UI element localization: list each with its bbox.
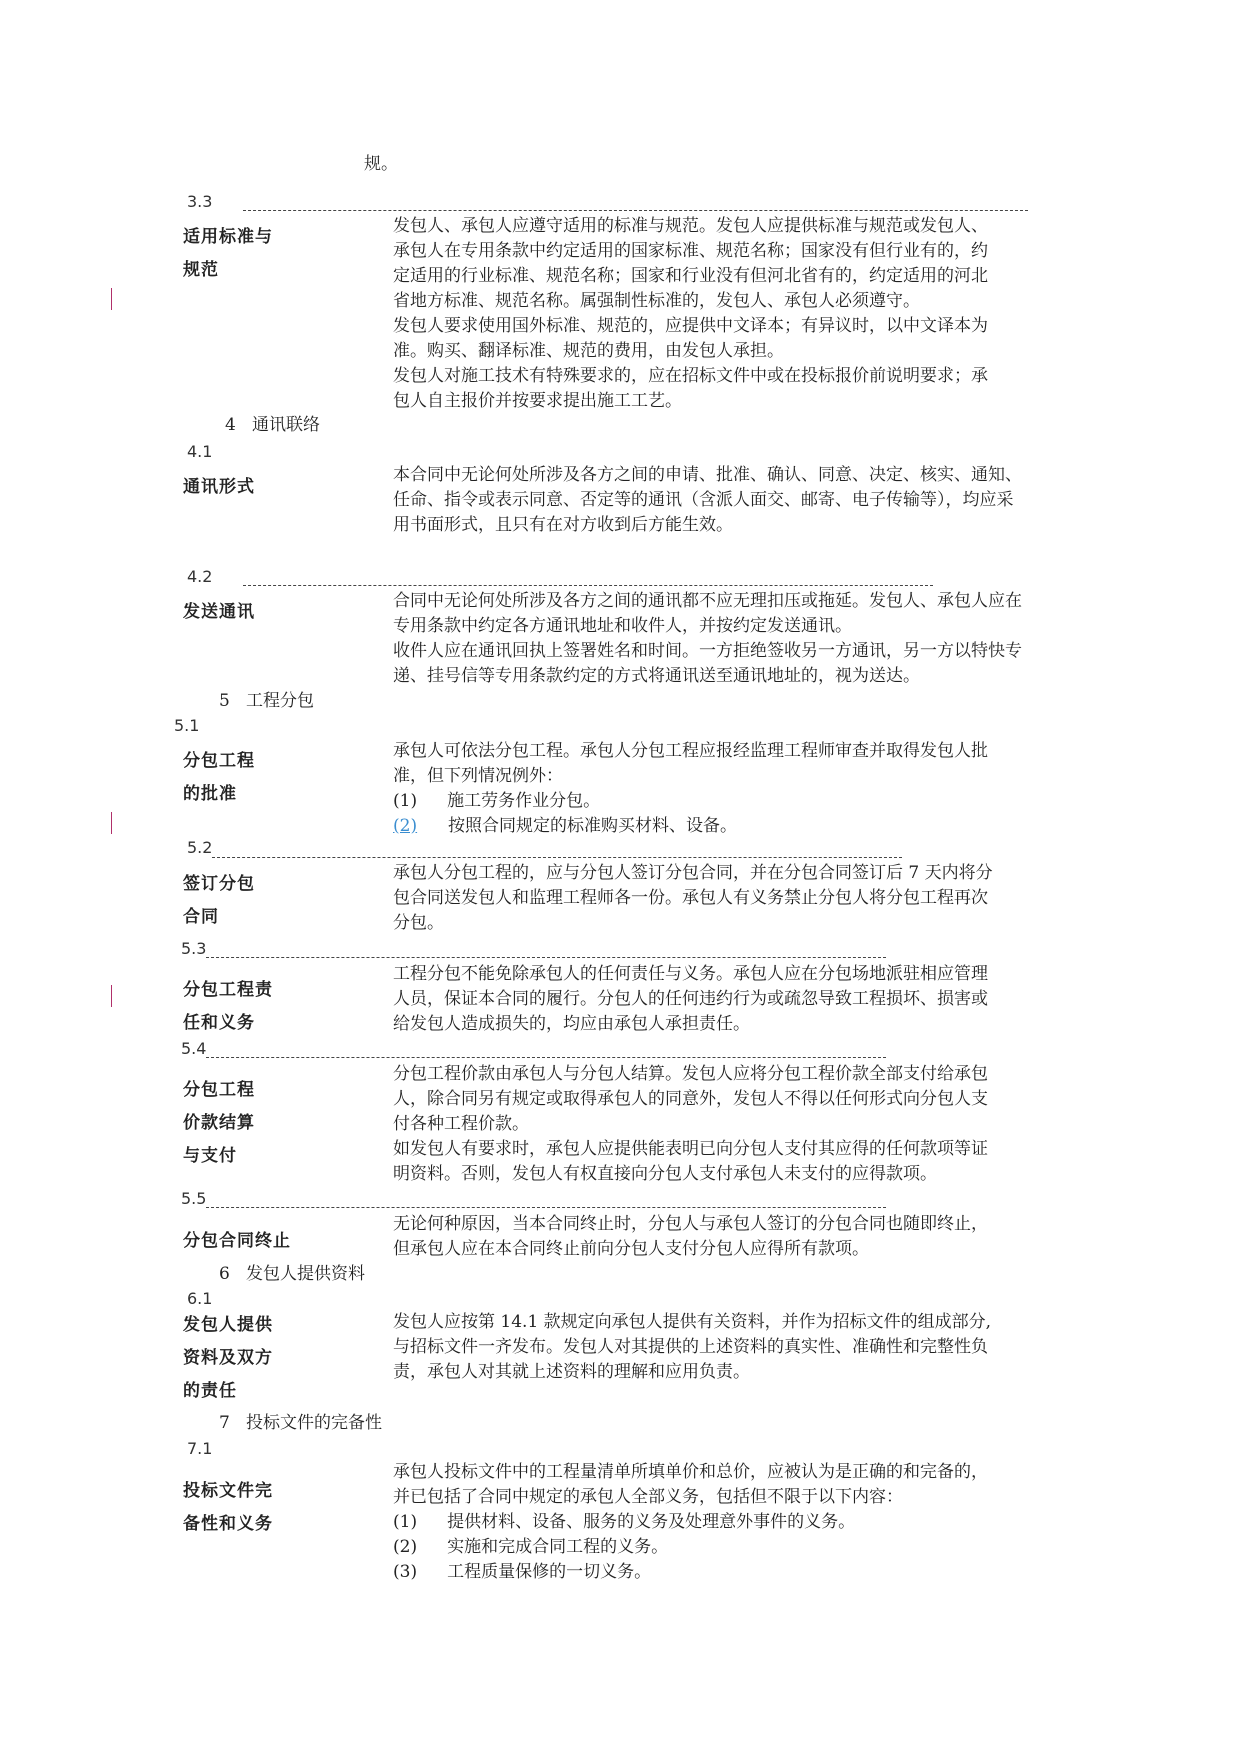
- clause-number: 5.5: [181, 1189, 207, 1208]
- clause-text: 发包人要求使用国外标准、规范的，应提供中文译本；有异议时，以中文译本为: [393, 316, 988, 336]
- change-bar: [111, 288, 112, 310]
- section-heading-6: [219, 1262, 365, 1286]
- clause-text: 责，承包人对其就上述资料的理解和应用负责。: [393, 1362, 750, 1382]
- clause-text: 付各种工程价款。: [393, 1114, 529, 1134]
- clause-text: 明资料。否则，发包人有权直接向分包人支付承包人未支付的应得款项。: [393, 1164, 937, 1184]
- clause-number: 5.2: [187, 838, 213, 857]
- change-bar: [111, 812, 112, 834]
- clause-text: 但承包人应在本合同终止前向分包人支付分包人应得所有款项。: [393, 1239, 869, 1259]
- clause-number: 7.1: [187, 1439, 213, 1458]
- clause-text: 发包人应按第 14.1 款规定向承包人提供有关资料，并作为招标文件的组成部分,: [393, 1312, 992, 1332]
- change-bar: [111, 985, 112, 1007]
- clause-text: 承包人分包工程的，应与分包人签订分包合同，并在分包合同签订后 7 天内将分: [393, 863, 993, 883]
- clause-number: 5.1: [174, 716, 200, 735]
- clause-text: 分包。: [393, 913, 444, 933]
- list-text: 按照合同规定的标准购买材料、设备。: [448, 816, 737, 836]
- clause-label: 签订分包: [183, 874, 255, 894]
- clause-text: 收件人应在通讯回执上签署姓名和时间。一方拒绝签收另一方通讯，另一方以特快专: [393, 641, 1022, 661]
- list-text: 工程质量保修的一切义务。: [447, 1562, 652, 1582]
- clause-label: 的批准: [183, 784, 237, 804]
- clause-text: 并已包括了合同中规定的承包人全部义务，包括但不限于以下内容：: [393, 1487, 903, 1507]
- clause-label: 分包工程责: [183, 980, 273, 1000]
- clause-text: 准。购买、翻译标准、规范的费用，由发包人承担。: [393, 341, 784, 361]
- dashed-divider: [206, 957, 886, 958]
- clause-label: 分包合同终止: [183, 1231, 291, 1251]
- clause-text: 发包人对施工技术有特殊要求的，应在招标文件中或在投标报价前说明要求；承: [393, 366, 988, 386]
- list-text: 施工劳务作业分包。: [447, 791, 601, 811]
- clause-text: 包人自主报价并按要求提出施工工艺。: [393, 391, 682, 411]
- clause-text: 合同中无论何处所涉及各方之间的通讯都不应无理扣压或拖延。发包人、承包人应在: [393, 591, 1022, 611]
- clause-text: 与招标文件一齐发布。发包人对其提供的上述资料的真实性、准确性和完整性负: [393, 1337, 988, 1357]
- dashed-divider: [243, 585, 933, 586]
- clause-number: 5.3: [181, 939, 207, 958]
- list-number: (2): [393, 1537, 418, 1557]
- section-title: 投标文件的完备性: [246, 1413, 383, 1433]
- clause-text: 人，除合同另有规定或取得承包人的同意外，发包人不得以任何形式向分包人支: [393, 1089, 988, 1109]
- clause-text: 用书面形式，且只有在对方收到后方能生效。: [393, 515, 733, 535]
- clause-text: 任命、指令或表示同意、否定等的通讯（含派人面交、邮寄、电子传输等），均应采: [393, 490, 1014, 510]
- clause-number: 4.2: [187, 567, 213, 586]
- clause-label: 分包工程: [183, 1080, 255, 1100]
- section-heading-5: [219, 689, 314, 713]
- clause-text: 专用条款中约定各方通讯地址和收件人，并按约定发送通讯。: [393, 616, 852, 636]
- clause-text: 递、挂号信等专用条款约定的方式将通讯送至通讯地址的，视为送达。: [393, 666, 920, 686]
- clause-text: 人员，保证本合同的履行。分包人的任何违约行为或疏忽导致工程损坏、损害或: [393, 989, 988, 1009]
- clause-text: 承包人投标文件中的工程量清单所填单价和总价，应被认为是正确的和完备的，: [393, 1462, 988, 1482]
- clause-text: 本合同中无论何处所涉及各方之间的申请、批准、确认、同意、决定、核实、通知、: [393, 465, 1022, 485]
- list-text: 提供材料、设备、服务的义务及处理意外事件的义务。: [447, 1512, 856, 1532]
- section-number: 4: [225, 415, 236, 435]
- clause-number: 4.1: [187, 442, 213, 461]
- section-heading-7: [219, 1411, 382, 1435]
- list-number: (1): [393, 1512, 418, 1532]
- section-number: 5: [219, 691, 230, 711]
- clause-label: 资料及双方: [183, 1348, 273, 1368]
- clause-text: 省地方标准、规范名称。属强制性标准的，发包人、承包人必须遵守。: [393, 291, 920, 311]
- clause-text: 分包工程价款由承包人与分包人结算。发包人应将分包工程价款全部支付给承包: [393, 1064, 988, 1084]
- clause-label: 的责任: [183, 1381, 237, 1401]
- list-number: (2): [393, 816, 418, 836]
- clause-label: 分包工程: [183, 751, 255, 771]
- dashed-divider: [212, 857, 902, 858]
- clause-number: 5.4: [181, 1039, 207, 1058]
- clause-text: 包合同送发包人和监理工程师各一份。承包人有义务禁止分包人将分包工程再次: [393, 888, 988, 908]
- clause-text: 给发包人造成损失的，均应由承包人承担责任。: [393, 1014, 750, 1034]
- list-item: [393, 1510, 855, 1534]
- clause-label: 与支付: [183, 1146, 237, 1166]
- list-number: (1): [393, 791, 418, 811]
- list-item: [393, 1535, 668, 1559]
- clause-label: 备性和义务: [183, 1514, 273, 1534]
- clause-text: 定适用的行业标准、规范名称；国家和行业没有但河北省有的，约定适用的河北: [393, 266, 988, 286]
- clause-label: 合同: [183, 907, 219, 927]
- clause-label: 价款结算: [183, 1113, 255, 1133]
- dashed-divider: [206, 1057, 886, 1058]
- clause-text: 无论何种原因，当本合同终止时，分包人与承包人签订的分包合同也随即终止，: [393, 1214, 988, 1234]
- clause-label: 发包人提供: [183, 1315, 273, 1335]
- clause-text: 发包人、承包人应遵守适用的标准与规范。发包人应提供标准与规范或发包人、: [393, 216, 988, 236]
- list-number: (3): [393, 1562, 418, 1582]
- clause-label: 规范: [183, 260, 219, 280]
- list-item: [393, 814, 737, 838]
- clause-number: 6.1: [187, 1289, 213, 1308]
- clause-text: 承包人可依法分包工程。承包人分包工程应报经监理工程师审查并取得发包人批: [393, 741, 988, 761]
- section-title: 发包人提供资料: [246, 1264, 366, 1284]
- section-number: 6: [219, 1264, 230, 1284]
- list-text: 实施和完成合同工程的义务。: [447, 1537, 669, 1557]
- clause-text: 准，但下列情况例外：: [393, 766, 563, 786]
- section-title: 通讯联络: [252, 415, 321, 435]
- clause-label: 任和义务: [183, 1013, 255, 1033]
- clause-label: 发送通讯: [183, 602, 255, 622]
- section-number: 7: [219, 1413, 230, 1433]
- clause-text: 如发包人有要求时，承包人应提供能表明已向分包人支付其应得的任何款项等证: [393, 1139, 988, 1159]
- clause-number: 3.3: [187, 192, 213, 211]
- dashed-divider: [206, 1207, 886, 1208]
- dashed-divider: [243, 210, 1028, 211]
- clause-text: 工程分包不能免除承包人的任何责任与义务。承包人应在分包场地派驻相应管理: [393, 964, 988, 984]
- clause-label: 投标文件完: [183, 1481, 273, 1501]
- continued-text: 规。: [364, 154, 398, 174]
- section-title: 工程分包: [246, 691, 315, 711]
- clause-label: 通讯形式: [183, 477, 255, 497]
- list-item: [393, 789, 600, 813]
- section-heading-4: [225, 413, 320, 437]
- clause-text: 承包人在专用条款中约定适用的国家标准、规范名称；国家没有但行业有的，约: [393, 241, 988, 261]
- clause-label: 适用标准与: [183, 227, 273, 247]
- list-item: [393, 1560, 651, 1584]
